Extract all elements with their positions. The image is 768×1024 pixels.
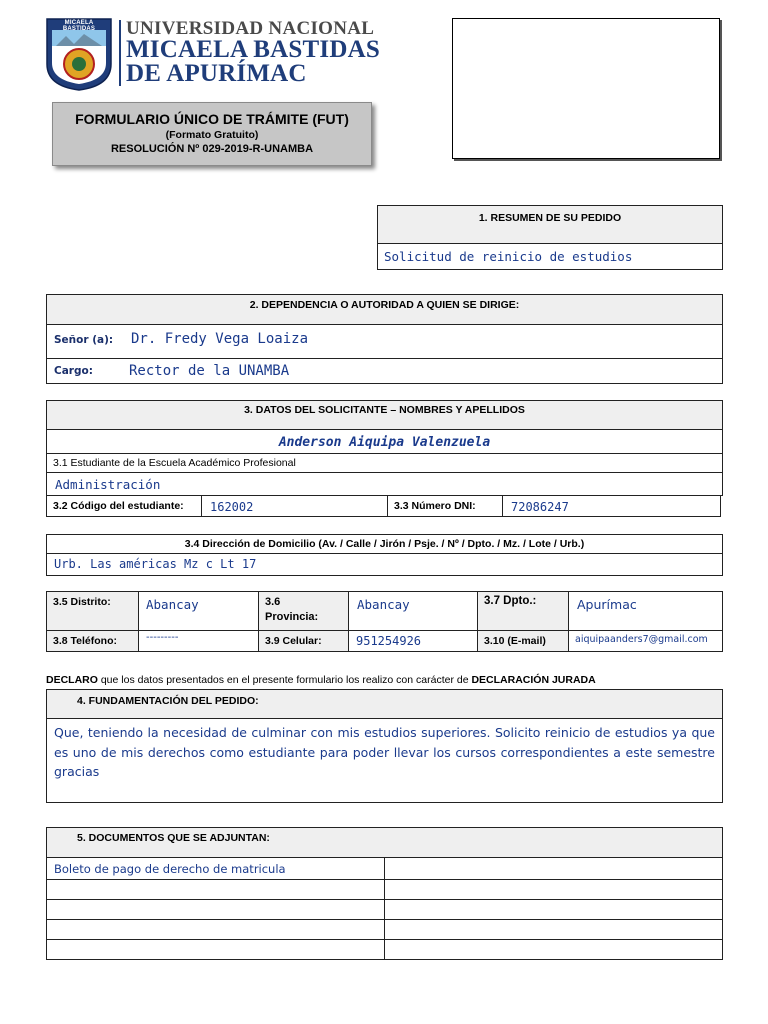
documents-row[interactable]	[46, 899, 385, 920]
university-name-line1: UNIVERSIDAD NACIONAL	[126, 18, 375, 39]
celular-value-cell[interactable]	[348, 630, 478, 652]
section3-header	[46, 400, 723, 430]
celular-label: 3.9 Celular:	[265, 635, 322, 647]
distrito-label-cell	[46, 591, 139, 631]
telefono-value: ---------	[146, 632, 179, 643]
section2-heading: 2. DEPENDENCIA O AUTORIDAD A QUIEN SE DIRIGE:	[249, 299, 520, 311]
fut-subtitle: (Formato Gratuito)	[165, 129, 259, 141]
escuela-value: Administración	[55, 477, 161, 492]
codigo-value: 162002	[210, 500, 254, 514]
direccion-value-row[interactable]	[46, 553, 723, 576]
name-row[interactable]	[46, 429, 723, 454]
section1-value: Solicitud de reinicio de estudios	[384, 249, 633, 264]
university-name-line2: MICAELA BASTIDAS	[126, 36, 380, 63]
declaration-text: que los datos presentados en el presente formulario los realizo con carácter de	[97, 674, 472, 686]
photo-box	[452, 18, 720, 159]
telefono-value-cell[interactable]	[138, 630, 259, 652]
dni-label-cell	[387, 495, 503, 517]
cargo-label: Cargo:	[54, 365, 93, 377]
email-label: 3.10 (E-mail)	[484, 635, 546, 647]
document-name: Boleto de pago de derecho de matricula	[54, 862, 286, 876]
university-name-line3: DE APURÍMAC	[126, 60, 307, 87]
telefono-label-cell	[46, 630, 139, 652]
applicant-name: Anderson Aiquipa Valenzuela	[278, 435, 491, 450]
declaro-word: DECLARO	[46, 674, 98, 686]
dni-value-cell[interactable]	[502, 495, 721, 517]
documents-row-right[interactable]	[384, 899, 723, 920]
section5-heading: 5. DOCUMENTOS QUE SE ADJUNTAN:	[77, 832, 270, 844]
documents-row-right[interactable]	[384, 879, 723, 900]
fut-title-box	[52, 102, 372, 166]
section4-text-box[interactable]	[46, 718, 723, 803]
distrito-value: Abancay	[146, 597, 199, 612]
provincia-value: Abancay	[357, 597, 410, 612]
escuela-label-row	[46, 453, 723, 473]
dni-value: 72086247	[511, 500, 569, 514]
section4-heading: 4. FUNDAMENTACIÓN DEL PEDIDO:	[77, 695, 259, 707]
telefono-label: 3.8 Teléfono:	[53, 635, 117, 647]
dpto-label-cell	[477, 591, 569, 631]
dpto-value-cell[interactable]	[568, 591, 723, 631]
cargo-value: Rector de la UNAMBA	[129, 363, 290, 379]
provincia-value-cell[interactable]	[348, 591, 478, 631]
declaracion-jurada: DECLARACIÓN JURADA	[471, 674, 596, 686]
fut-title: FORMULARIO ÚNICO DE TRÁMITE (FUT)	[75, 111, 349, 127]
documents-row[interactable]	[46, 939, 385, 960]
direccion-label-row	[46, 534, 723, 554]
documents-row[interactable]	[46, 919, 385, 940]
codigo-value-cell[interactable]	[201, 495, 388, 517]
documents-row-right[interactable]	[384, 939, 723, 960]
senor-row[interactable]	[46, 324, 723, 359]
declaration-line	[46, 674, 596, 686]
celular-value: 951254926	[356, 634, 422, 648]
seal-text: MICAELA BASTIDAS	[62, 20, 96, 32]
senor-value: Dr. Fredy Vega Loaiza	[131, 331, 309, 347]
section5-header	[46, 827, 723, 858]
fut-resolution: RESOLUCIÓN Nº 029-2019-R-UNAMBA	[110, 143, 314, 155]
dpto-value: Apurímac	[577, 597, 637, 612]
documents-row[interactable]	[46, 879, 385, 900]
email-value: aiquipaanders7@gmail.com	[575, 634, 708, 645]
distrito-value-cell[interactable]	[138, 591, 259, 631]
section4-text: Que, teniendo la necesidad de culminar con mis estudios superiores. Solicito reinicio de estudios ya que es uno de mis derechos como estudiante para poder llevar los cursos correspondientes a este semestre gracias	[54, 725, 715, 779]
logo-divider	[119, 20, 121, 86]
senor-label: Señor (a):	[54, 334, 114, 346]
provincia-label-cell	[258, 591, 349, 631]
section3-heading: 3. DATOS DEL SOLICITANTE – NOMBRES Y APELLIDOS	[244, 404, 525, 416]
section2-header	[46, 294, 723, 325]
dpto-label: 3.7 Dpto.:	[484, 595, 537, 607]
email-label-cell	[477, 630, 569, 652]
direccion-label: 3.4 Dirección de Domicilio (Av. / Calle / Jirón / Psje. / Nº / Dpto. / Mz. / Lote / Urb.)	[184, 538, 585, 550]
section1-heading: 1. RESUMEN DE SU PEDIDO	[478, 212, 622, 224]
direccion-value: Urb. Las américas Mz c Lt 17	[54, 557, 257, 571]
celular-label-cell	[258, 630, 349, 652]
university-logo	[44, 16, 394, 92]
email-value-cell[interactable]	[568, 630, 723, 652]
documents-row-right[interactable]	[384, 857, 723, 880]
escuela-label: 3.1 Estudiante de la Escuela Académico Profesional	[53, 457, 296, 469]
provincia-label: 3.6 Provincia:	[265, 596, 319, 623]
section1-header	[377, 205, 723, 244]
documents-row[interactable]	[46, 857, 385, 880]
documents-row-right[interactable]	[384, 919, 723, 940]
section4-header	[46, 689, 723, 719]
section1-value-cell[interactable]	[377, 243, 723, 270]
codigo-label: 3.2 Código del estudiante:	[53, 500, 184, 512]
escuela-value-row[interactable]	[46, 472, 723, 496]
cargo-row[interactable]	[46, 358, 723, 384]
codigo-label-cell	[46, 495, 202, 517]
dni-label: 3.3 Número DNI:	[394, 500, 476, 512]
distrito-label: 3.5 Distrito:	[53, 596, 111, 608]
